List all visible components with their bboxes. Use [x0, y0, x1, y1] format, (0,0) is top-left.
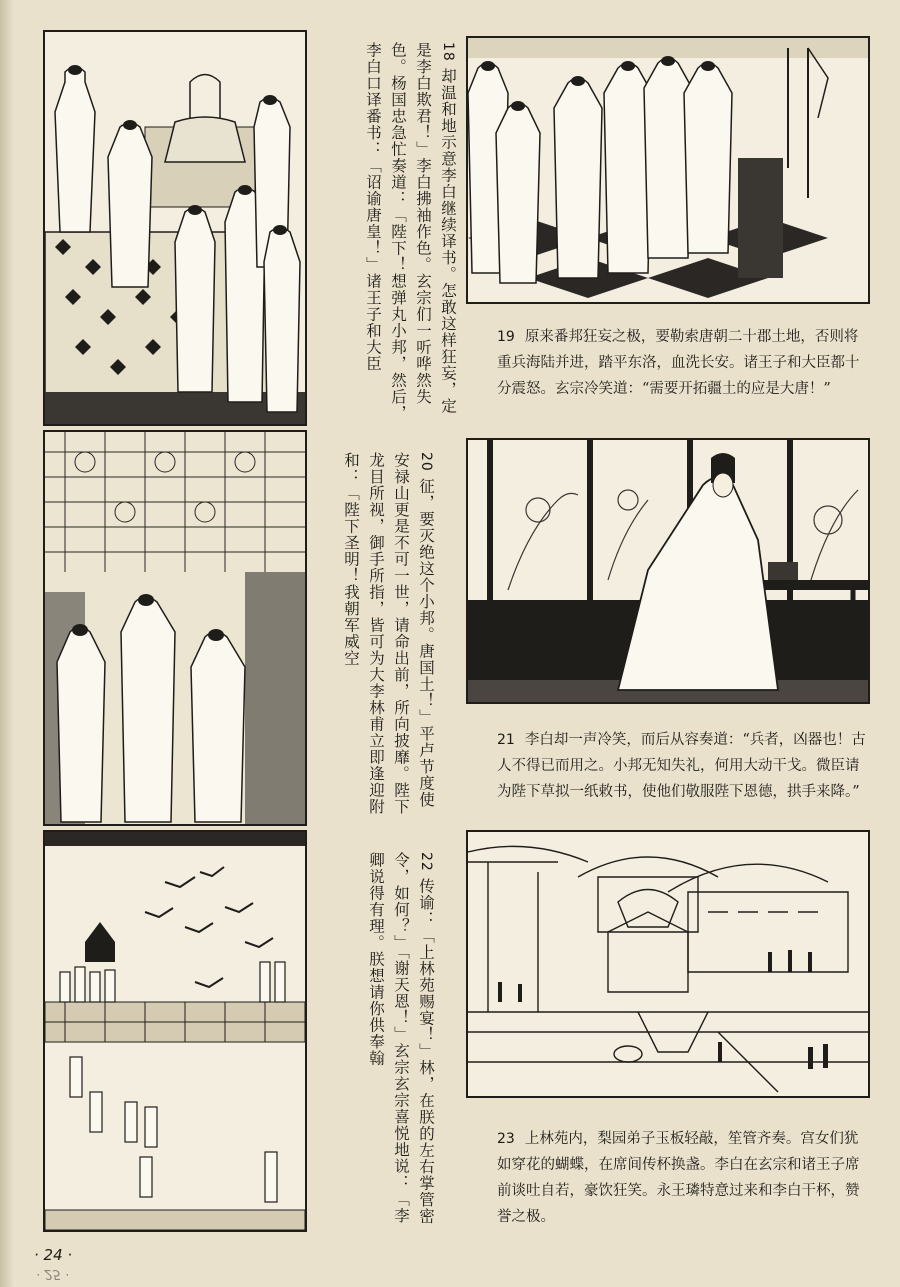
caption-22-text: 传谕：「上林苑赐宴！」林，在朕的左右掌管密令，如何？」「谢天恩！」玄宗玄宗喜悦地说：「李卿说得有理。朕想请你供奉翰 [367, 852, 435, 1225]
caption-23 [497, 1126, 867, 1230]
illustration-panel-22 [43, 830, 307, 1232]
libai-seated-drawing [468, 440, 868, 702]
palace-garden-drawing [468, 832, 868, 1096]
caption-23-text: 上林苑内，梨园弟子玉板轻敲，笙管齐奏。宫女们犹如穿花的蝴蝶，在席间传杯换盏。李白在玄宗和诸王子席前谈吐自若，豪饮狂笑。永王璘特意过来和李白干杯，赞誉之极。 [497, 1131, 860, 1225]
illustration-panel-19 [466, 36, 870, 304]
caption-22-vertical [338, 852, 438, 1228]
illustration-panel-21 [466, 438, 870, 704]
caption-22-number: 22 [418, 852, 434, 872]
courtyard-cranes-drawing [45, 832, 305, 1230]
caption-19 [497, 324, 867, 402]
caption-21 [497, 727, 867, 805]
illustration-panel-18 [43, 30, 307, 426]
caption-18-number: 18 [440, 42, 456, 62]
envoys-scene-drawing [468, 38, 868, 302]
page-binding-edge [0, 0, 14, 1287]
caption-20-text: 征，要灭绝这个小邦。唐国土！」平卢节度使安禄山更是不可一世，请命出前，所向披靡。陛下龙目所视，御手所指，皆可为大李林甫立即逢迎附和：「陛下圣明！我朝军威空 [342, 452, 435, 815]
caption-21-text: 李白却一声冷笑，而后从容奏道：“兵者，凶器也！古人不得已而用之。小邦无知失礼，何用大动干戈。微臣请为陛下草拟一纸敕书，使他们敬服陛下恩德，拱手来降。” [497, 732, 866, 800]
illustration-panel-23 [466, 830, 870, 1098]
caption-23-number: 23 [497, 1131, 515, 1147]
illustration-panel-20 [43, 430, 307, 826]
caption-20-number: 20 [418, 452, 434, 472]
caption-18-vertical [338, 42, 460, 422]
caption-18-text: 却温和地示意李白继续译书。怎敢这样狂妄，定是李白欺君！」李白拂袖作色。玄宗们一听哗然失色。杨国忠急忙奏道：「陛下！想弹丸小邦，然后，李白口译番书：「诏谕唐皇！」诸王子和大臣 [364, 42, 457, 422]
caption-19-number: 19 [497, 329, 515, 345]
caption-20-vertical [338, 452, 438, 822]
page-number: · 24 · [34, 1246, 73, 1264]
caption-21-number: 21 [497, 732, 515, 748]
ministers-scene-drawing [45, 432, 305, 824]
court-scene-drawing [45, 32, 305, 424]
page-number-bleed-through: · 25 · [36, 1266, 70, 1281]
caption-19-text: 原来番邦狂妄之极，要勒索唐朝二十郡土地，否则将重兵海陆并进，踏平东洛，血洗长安。诸王子和大臣都十分震怒。玄宗冷笑道：“需要开拓疆土的应是大唐！” [497, 329, 860, 397]
